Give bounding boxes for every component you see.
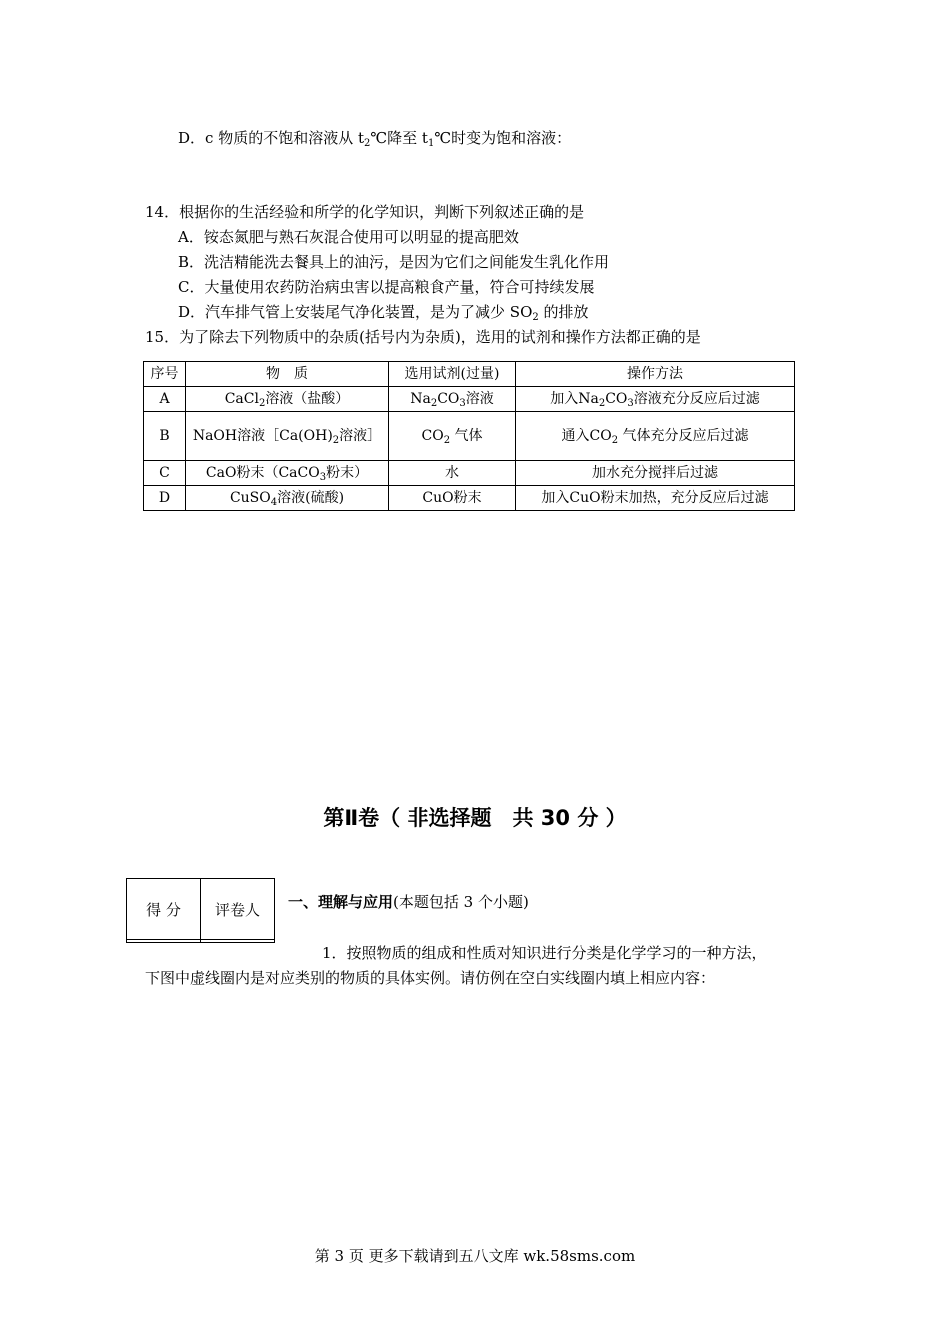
row-id: C	[144, 461, 186, 486]
header-reagent: 选用试剂(过量)	[389, 362, 516, 387]
row-method: 加水充分搅拌后过滤	[516, 461, 795, 486]
q14-option-b: B．洗洁精能洗去餐具上的油污，是因为它们之间能发生乳化作用	[178, 253, 610, 271]
impurity-removal-table	[143, 361, 795, 511]
row-reagent: $Na_2CO_3$溶液	[389, 387, 516, 412]
score-header: 得 分	[127, 879, 201, 940]
table-row	[144, 486, 795, 511]
row-reagent: CuO粉末	[389, 486, 516, 511]
table-header-row	[144, 362, 795, 387]
row-substance: CuSO$_4$溶液(硫酸)	[186, 486, 389, 511]
table-row	[144, 387, 795, 412]
row-reagent: $CO_2$ 气体	[389, 412, 516, 461]
row-substance: NaOH溶液$[Ca(OH)_2$溶液］	[186, 412, 389, 461]
q15-stem: 15．为了除去下列物质中的杂质(括号内为杂质)，选用的试剂和操作方法都正确的是	[145, 328, 701, 346]
row-substance: CaCl$_2$溶液（盐酸）	[186, 387, 389, 412]
q1-text-line2: 下图中虚线圈内是对应类别的物质的具体实例。请仿例在空白实线圈内填上相应内容：	[145, 969, 716, 987]
row-reagent: 水	[389, 461, 516, 486]
q13-option-d: D．c 物质的不饱和溶液从 $t_2℃$降至 $t_1℃$时变为饱和溶液：	[178, 129, 572, 149]
q14-option-d: D．汽车排气管上安装尾气净化装置，是为了减少 $SO_2$ 的排放	[178, 303, 589, 323]
section-note: (本题包括 3 个小题)	[393, 893, 529, 911]
part2-title: 第Ⅱ卷（ 非选择题 共 30 分 ）	[323, 806, 627, 830]
grader-cell[interactable]	[201, 940, 275, 943]
header-substance: 物 质	[186, 362, 389, 387]
row-method: 加入CuO粉末加热，充分反应后过滤	[516, 486, 795, 511]
page-footer: 第 3 页 更多下载请到五八文库 wk.58sms.com	[314, 1247, 636, 1265]
grader-header: 评卷人	[201, 879, 275, 940]
header-method: 操作方法	[516, 362, 795, 387]
section-heading: 一、理解与应用(本题包括 3 个小题)	[288, 893, 529, 911]
header-id: 序号	[144, 362, 186, 387]
score-cell[interactable]	[127, 940, 201, 943]
score-box	[126, 878, 275, 943]
row-substance: CaO粉末（CaCO$_3$粉末）	[186, 461, 389, 486]
q1-text-line1: 1．按照物质的组成和性质对知识进行分类是化学学习的一种方法，	[322, 944, 767, 962]
table-row	[144, 461, 795, 486]
row-id: B	[144, 412, 186, 461]
q14-option-a: A．铵态氮肥与熟石灰混合使用可以明显的提高肥效	[178, 228, 519, 246]
row-method: 加入$Na_2CO_3$溶液充分反应后过滤	[516, 387, 795, 412]
q14-stem: 14．根据你的生活经验和所学的化学知识，判断下列叙述正确的是	[145, 203, 585, 221]
row-method: 通入$CO_2$ 气体充分反应后过滤	[516, 412, 795, 461]
row-id: A	[144, 387, 186, 412]
row-id: D	[144, 486, 186, 511]
q14-option-c: C．大量使用农药防治病虫害以提高粮食产量，符合可持续发展	[178, 278, 595, 296]
table-row	[144, 412, 795, 461]
